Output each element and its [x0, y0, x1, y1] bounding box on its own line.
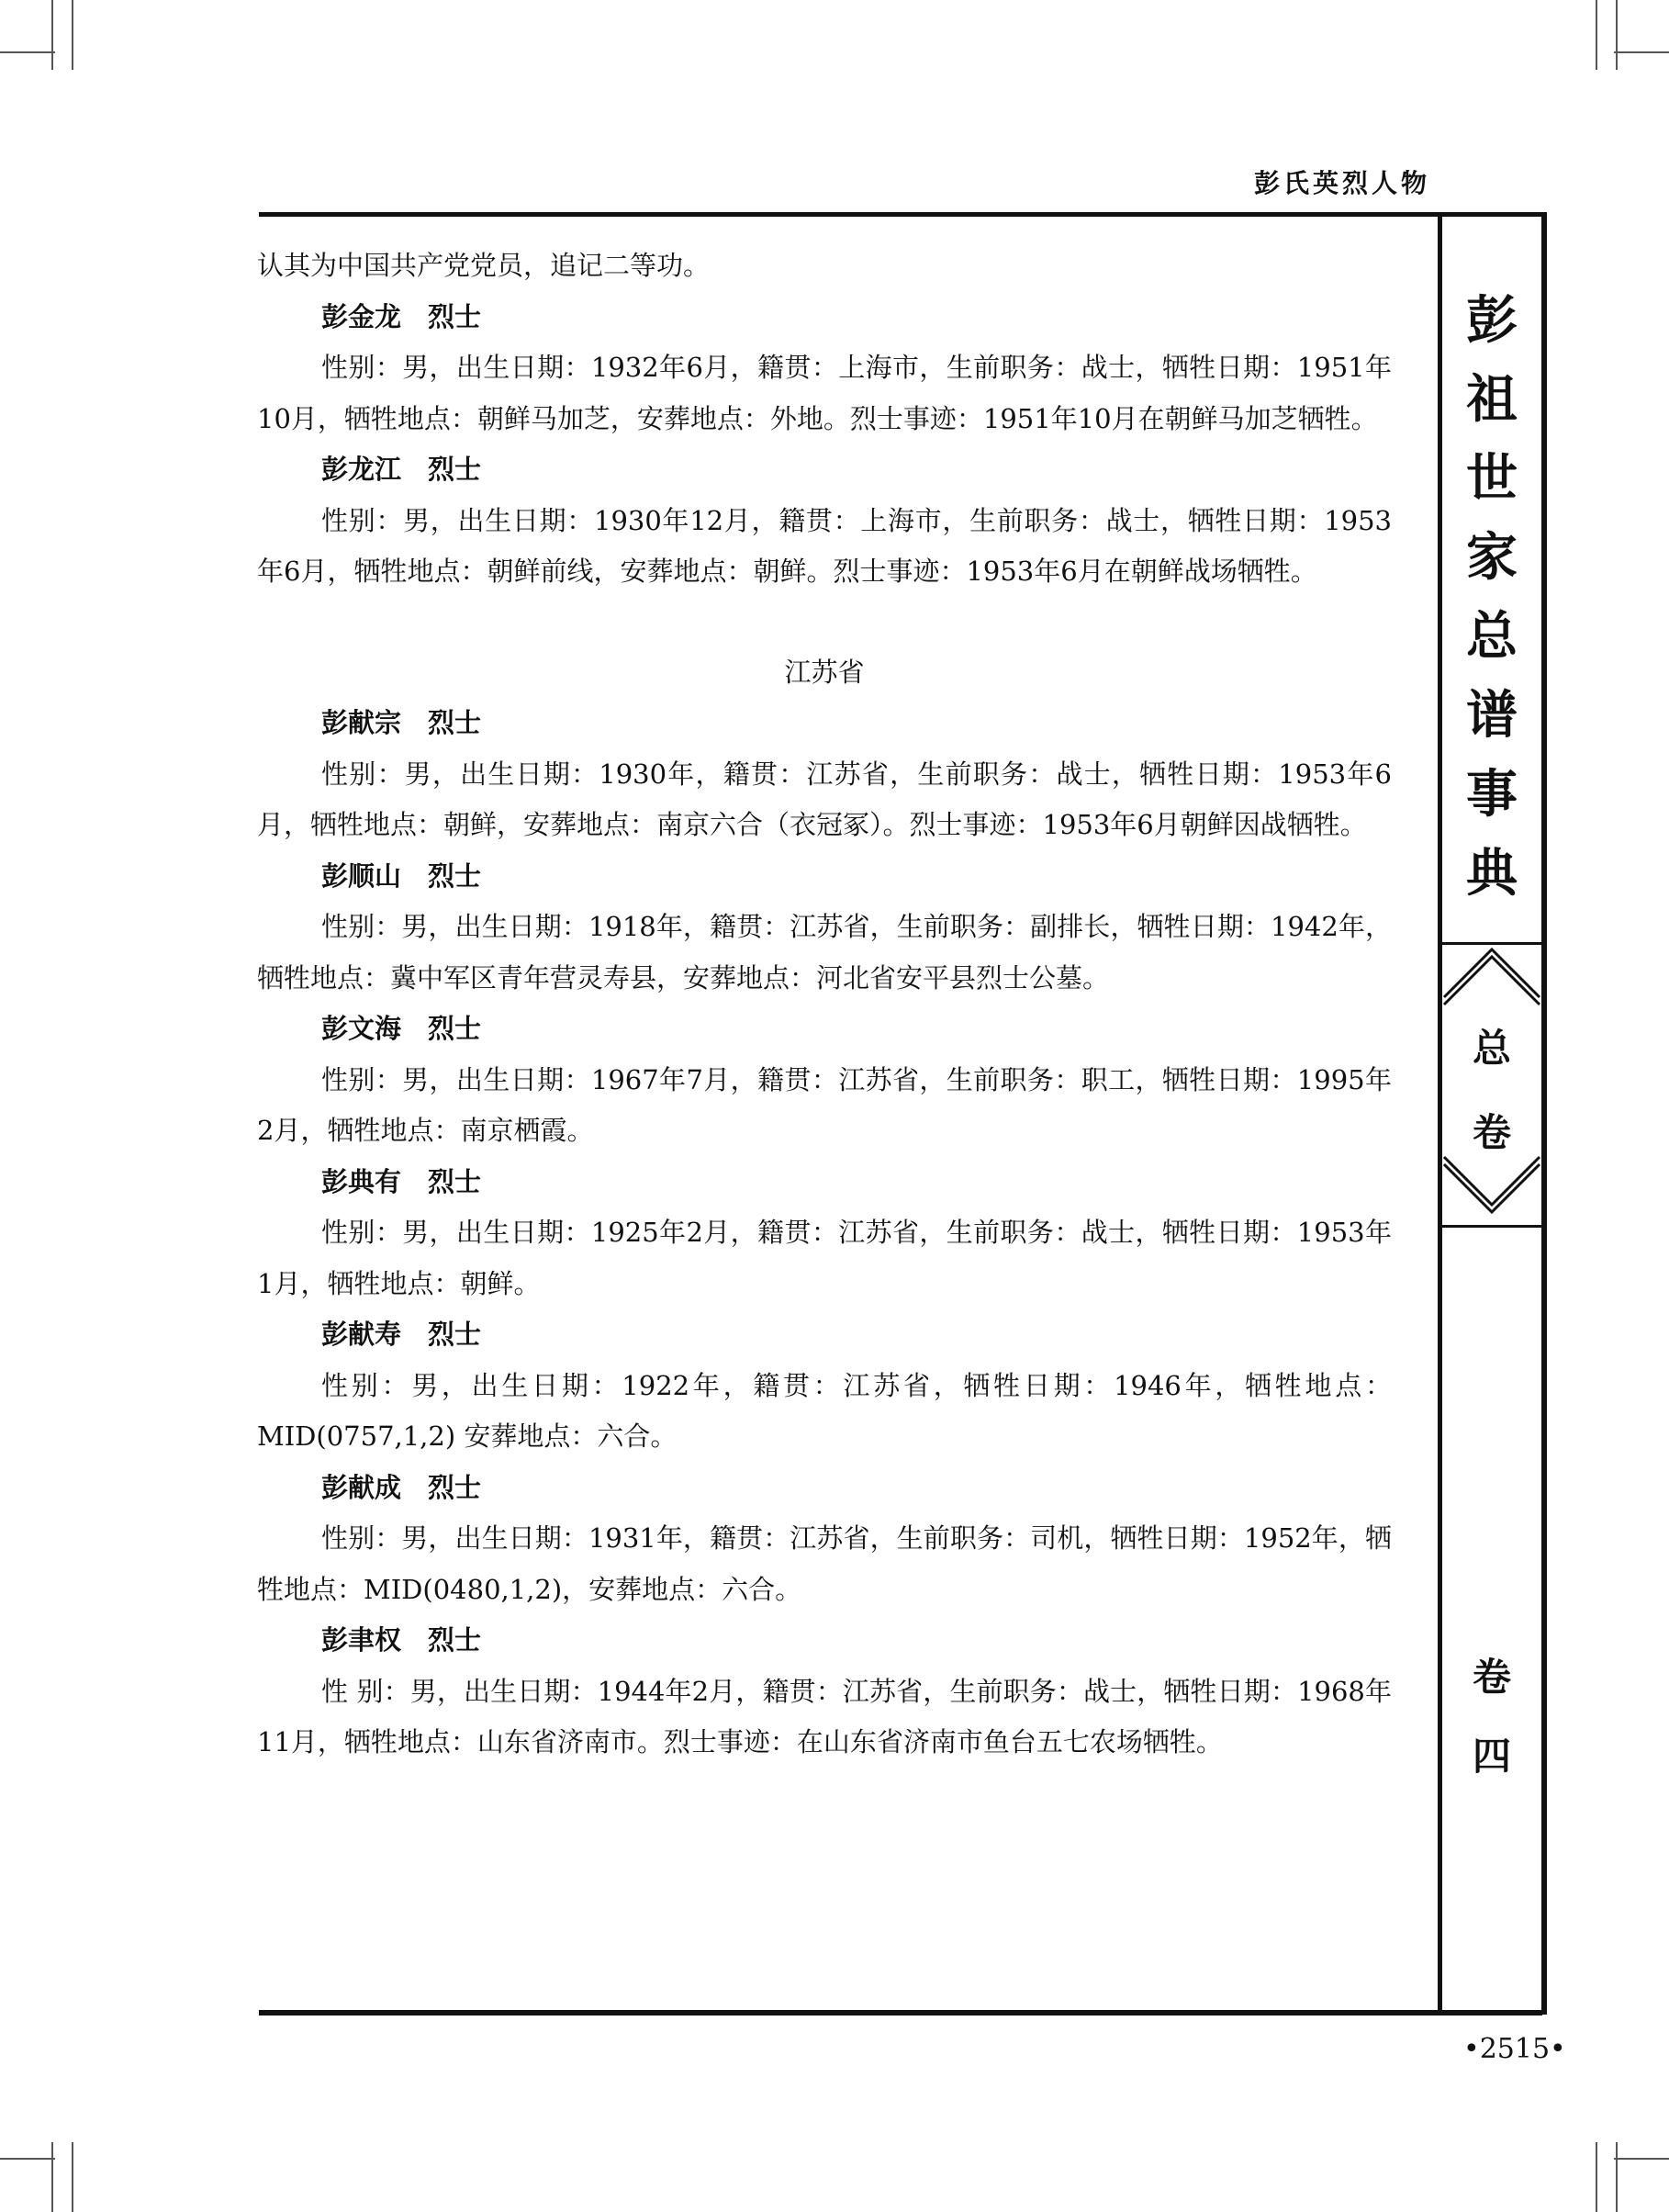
crop-mark — [51, 0, 53, 70]
entry-body: 性别：男，出生日期：1925年2月，籍贯：江苏省，生前职务：战士，牺牲日期：1953年1月，牺牲地点：朝鲜。 — [257, 1217, 1392, 1299]
side-panel — [1438, 212, 1547, 2015]
entry-name: 彭典有 烈士 — [321, 1165, 482, 1197]
side-panel-volume — [1442, 1638, 1541, 1796]
side-title-char: 彭 — [1466, 290, 1518, 351]
entry-body: 性别：男，出生日期：1922年，籍贯：江苏省，牺牲日期：1946年，牺牲地点：MID(0757,1,2) 安葬地点：六合。 — [257, 1369, 1392, 1452]
side-section-char: 卷 — [1472, 1110, 1511, 1155]
side-panel-title — [1442, 281, 1541, 913]
side-volume-char: 四 — [1472, 1734, 1511, 1779]
side-title-char: 事 — [1466, 764, 1518, 825]
entry-body: 性别：男，出生日期：1967年7月，籍贯：江苏省，生前职务：职工，牺牲日期：1995年2月，牺牲地点：南京栖霞。 — [257, 1063, 1392, 1146]
entry-name: 彭聿权 烈士 — [321, 1624, 482, 1656]
entry-body: 性别：男，出生日期：1930年12月，籍贯：上海市，生前职务：战士，牺牲日期：1953年6月，牺牲地点：朝鲜前线，安葬地点：朝鲜。烈士事迹：1953年6月在朝鲜战场牺牲。 — [257, 504, 1392, 587]
entry-body: 性别：男，出生日期：1930年，籍贯：江苏省，生前职务：战士，牺牲日期：1953年6月，牺牲地点：朝鲜，安葬地点：南京六合（衣冠冢）。烈士事迹：1953年6月朝鲜因战牺牲。 — [257, 758, 1392, 840]
bottom-rule — [259, 2010, 1542, 2016]
crop-mark — [51, 2142, 53, 2212]
entry-name: 彭金龙 烈士 — [321, 300, 482, 332]
page-number: •2515• — [1463, 2033, 1566, 2065]
crop-mark — [1616, 0, 1618, 70]
side-title-char: 总 — [1466, 606, 1518, 667]
main-text — [257, 241, 1392, 1768]
running-head: 彭氏英烈人物 — [1253, 168, 1430, 198]
crop-mark — [1614, 2158, 1669, 2160]
side-title-char: 祖 — [1466, 369, 1518, 430]
crop-mark — [1596, 2142, 1597, 2212]
entry-name: 彭献宗 烈士 — [321, 707, 482, 738]
entry-body: 性别：男，出生日期：1931年，籍贯：江苏省，生前职务：司机，牺牲日期：1952年，牺牲地点：MID(0480,1,2)，安葬地点：六合。 — [257, 1522, 1392, 1605]
entry-body: 性别：男，出生日期：1918年，籍贯：江苏省，生前职务：副排长，牺牲日期：1942年，牺牲地点：冀中军区青年营灵寿县，安葬地点：河北省安平县烈士公墓。 — [257, 911, 1392, 994]
side-section-char: 总 — [1472, 1026, 1511, 1071]
crop-mark — [72, 2142, 73, 2212]
crop-mark — [0, 51, 55, 53]
entry-name: 彭文海 烈士 — [321, 1013, 482, 1044]
top-rule — [259, 212, 1542, 217]
side-title-char: 典 — [1466, 843, 1518, 904]
crop-mark — [1616, 2142, 1618, 2212]
side-panel-section — [1442, 1006, 1541, 1175]
side-divider — [1442, 1225, 1541, 1228]
side-title-char: 家 — [1466, 527, 1518, 588]
side-title-char: 世 — [1466, 448, 1518, 509]
side-title-char: 谱 — [1466, 685, 1518, 746]
side-volume-char: 卷 — [1472, 1655, 1511, 1700]
entry-name: 彭献成 烈士 — [321, 1471, 482, 1503]
entry-body: 性 别：男，出生日期：1944年2月，籍贯：江苏省，生前职务：战士，牺牲日期：1968年11月，牺牲地点：山东省济南市。烈士事迹：在山东省济南市鱼台五七农场牺牲。 — [257, 1675, 1392, 1757]
entry-name: 彭献寿 烈士 — [321, 1319, 482, 1350]
crop-mark — [1596, 0, 1597, 70]
entry-body: 性别：男，出生日期：1932年6月，籍贯：上海市，生前职务：战士，牺牲日期：1951年10月，牺牲地点：朝鲜马加芝，安葬地点：外地。烈士事迹：1951年10月在朝鲜马加芝牺牲。 — [257, 352, 1392, 434]
continuation-text: 认其为中国共产党党员，追记二等功。 — [257, 250, 711, 281]
crop-mark — [72, 0, 73, 70]
crop-mark — [1614, 51, 1669, 53]
entry-name: 彭顺山 烈士 — [321, 859, 482, 892]
section-heading: 江苏省 — [784, 656, 865, 688]
entry-name: 彭龙江 烈士 — [321, 454, 482, 485]
crop-mark — [0, 2158, 55, 2160]
